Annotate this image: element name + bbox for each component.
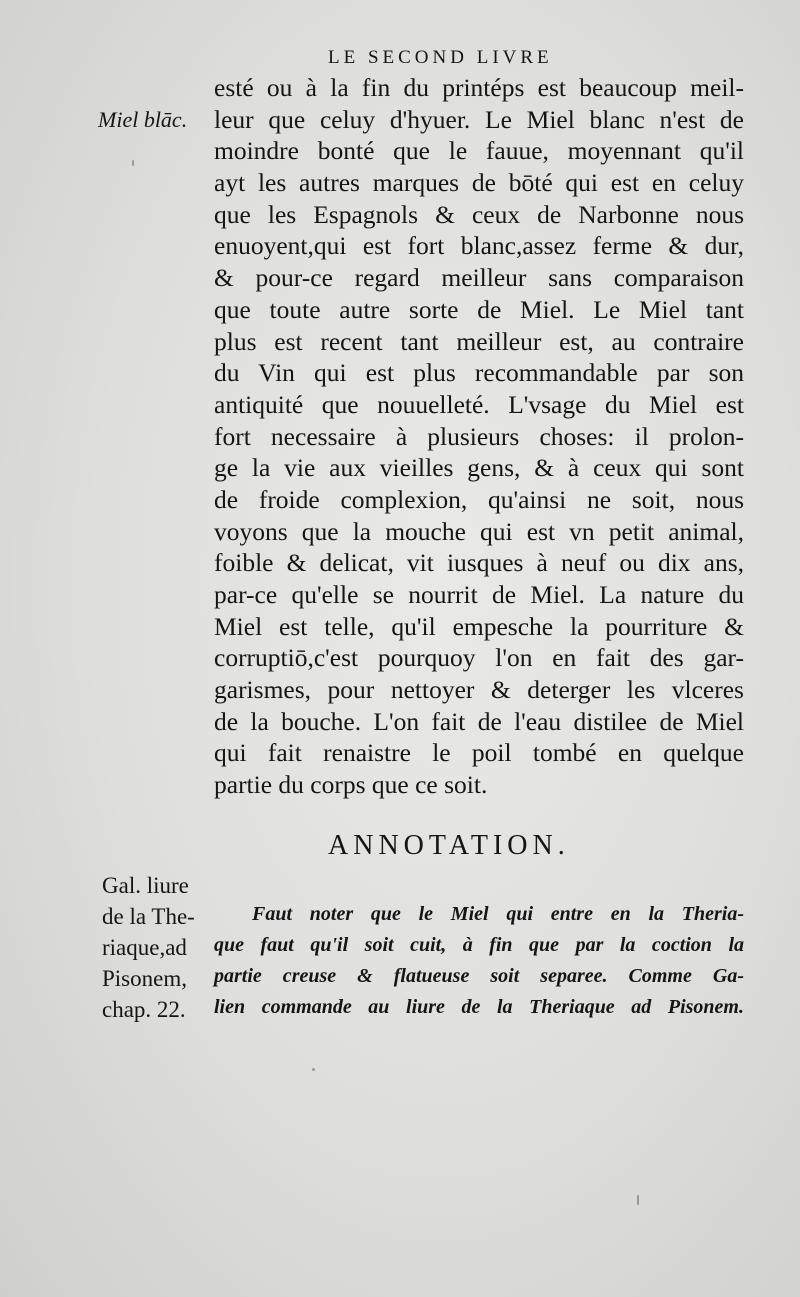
annotation-margin-reference — [102, 870, 212, 1025]
text-line: que toute autre sorte de Miel. Le Miel tant — [214, 294, 744, 324]
annotation-line: Faut noter que le Miel qui entre en la Theria- — [252, 903, 744, 925]
text-line: Miel est telle, qu'il empesche la pourriture & — [214, 611, 744, 641]
marginal-note-miel-blanc: Miel blāc. — [98, 107, 188, 132]
paper-speck — [132, 160, 134, 166]
text-line: & pour-ce regard meilleur sans comparaison — [214, 263, 744, 293]
main-text-block — [214, 72, 744, 801]
text-line: qui fait renaistre le poil tombé en quelque — [214, 738, 744, 768]
margin-reference-line: Gal. liure — [102, 873, 189, 898]
text-line: du Vin qui est plus recommandable par son — [214, 358, 744, 388]
text-line: antiquité que nouuelleté. L'vsage du Miel est — [214, 389, 744, 419]
text-line: ge la vie aux vieilles gens, & à ceux qui sont — [214, 453, 744, 483]
margin-reference-line: chap. 22. — [102, 997, 186, 1022]
text-line: garismes, pour nettoyer & deterger les vlceres — [214, 675, 744, 705]
margin-reference-line: de la The- — [102, 904, 195, 929]
annotation-line: lien commande au liure de la Theriaque ad Pisonem. — [214, 996, 744, 1018]
text-line: partie du corps que ce soit. — [214, 770, 488, 800]
text-line: moindre bonté que le fauue, moyennant qu'il — [214, 136, 744, 166]
text-line: plus est recent tant meilleur est, au contraire — [214, 326, 744, 356]
paper-speck — [637, 1195, 639, 1205]
text-line: que les Espagnols & ceux de Narbonne nous — [214, 199, 744, 229]
text-line: esté ou à la fin du printéps est beaucoup meil- — [214, 73, 744, 102]
text-line: par-ce qu'elle se nourrit de Miel. La nature du — [214, 580, 744, 609]
running-header: LE SECOND LIVRE — [328, 47, 553, 68]
text-line: leur que celuy d'hyuer. Le Miel blanc n'est de — [214, 104, 744, 134]
text-line: de froide complexion, qu'ainsi ne soit, nous — [214, 484, 744, 514]
annotation-line: partie creuse & flatueuse soit separee. Comme Ga- — [214, 965, 744, 987]
annotation-line: que faut qu'il soit cuit, à fin que par la coction la — [214, 934, 744, 956]
text-line: ayt les autres marques de bōté qui est en celuy — [214, 168, 744, 198]
paper-speck — [312, 1068, 315, 1071]
annotation-text-block — [214, 899, 744, 1023]
text-line: enuoyent,qui est fort blanc,assez ferme & dur, — [214, 231, 744, 261]
text-line: corruptiō,c'est pourquoy l'on en fait des gar- — [214, 643, 744, 673]
text-line: voyons que la mouche qui est vn petit animal, — [214, 516, 744, 546]
text-line: foible & delicat, vit iusques à neuf ou dix ans, — [214, 548, 744, 578]
margin-reference-line: riaque,ad — [102, 935, 187, 960]
annotation-heading: ANNOTATION. — [328, 830, 570, 861]
text-line: fort necessaire à plusieurs choses: il prolon- — [214, 421, 744, 451]
text-line: de la bouche. L'on fait de l'eau distilee de Miel — [214, 706, 744, 736]
margin-reference-line: Pisonem, — [102, 966, 187, 991]
